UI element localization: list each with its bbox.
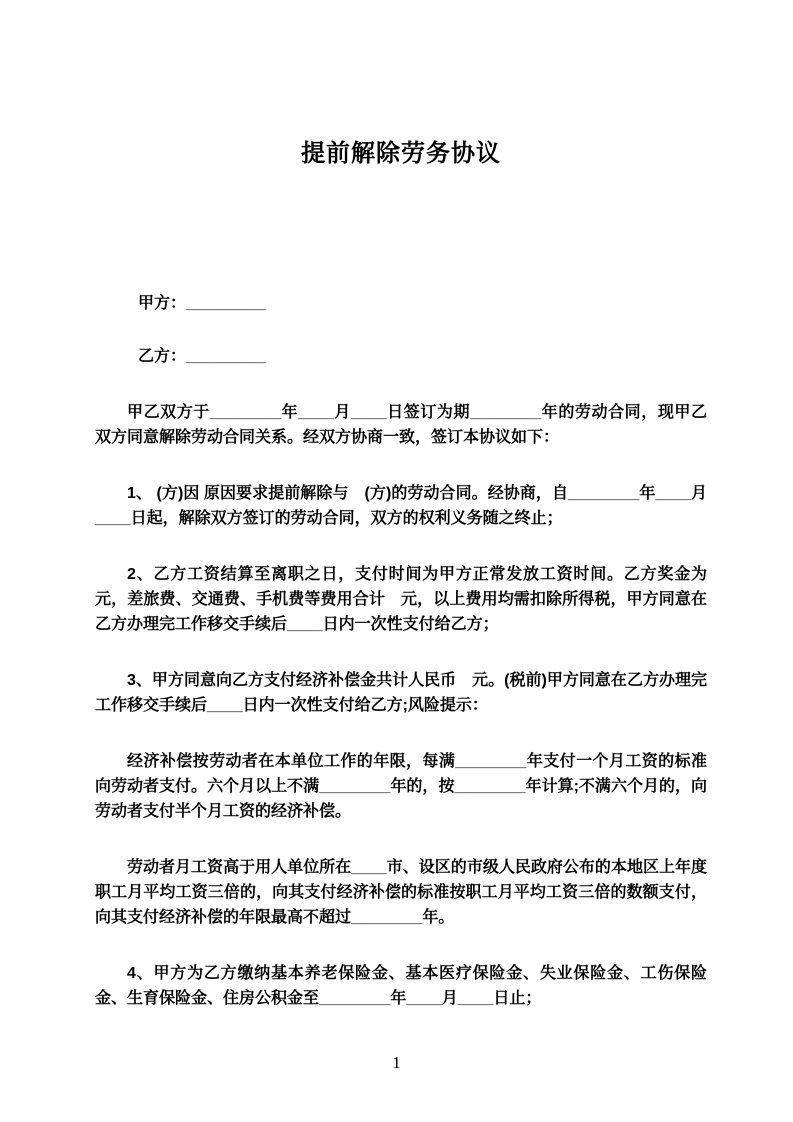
- clause-4-insurance: 4、甲方为乙方缴纳基本养老保险金、基本医疗保险金、失业保险金、工伤保险金、生育保险金、住房公积金至________年____月____日止；: [95, 965, 707, 1007]
- party-a-line: 甲方：_________: [138, 295, 267, 312]
- party-b-line: 乙方：_________: [138, 348, 267, 365]
- document-title: 提前解除劳务协议: [301, 140, 501, 167]
- clause-2-wages: 2、乙方工资结算至离职之日，支付时间为甲方正常发放工资时间。乙方奖金为 元，差旅费、交通费、手机费等费用合计 元，以上费用均需扣除所得税，甲方同意在乙方办理完工作移交手续后____日内一次性支付给乙方；: [95, 566, 707, 633]
- clause-3-compensation: 3、甲方同意向乙方支付经济补偿金共计人民币 元。(税前)甲方同意在乙方办理完工作移交手续后____日内一次性支付给乙方;风险提示：: [95, 672, 707, 714]
- clause-1-termination: 1、 (方)因 原因要求提前解除与 (方)的劳动合同。经协商，自________年____月____日起，解除双方签订的劳动合同，双方的权利义务随之终止；: [95, 485, 707, 527]
- clause-risk-note-compensation-standard: 经济补偿按劳动者在本单位工作的年限，每满________年支付一个月工资的标准向劳动者支付。六个月以上不满________年的，按________年计算;不满六个月的，向劳动者支付半个月工资的经济补偿。: [95, 753, 707, 820]
- clause-intro: 甲乙双方于________年____月____日签订为期________年的劳动合同，现甲乙双方同意解除劳动合同关系。经双方协商一致，签订本协议如下：: [95, 404, 707, 446]
- page-number: 1: [392, 1053, 401, 1072]
- clause-risk-note-wage-cap: 劳动者月工资高于用人单位所在____市、设区的市级人民政府公布的本地区上年度职工月平均工资三倍的，向其支付经济补偿的标准按职工月平均工资三倍的数额支付，向其支付经济补偿的年限最高不超过________年。: [95, 859, 707, 926]
